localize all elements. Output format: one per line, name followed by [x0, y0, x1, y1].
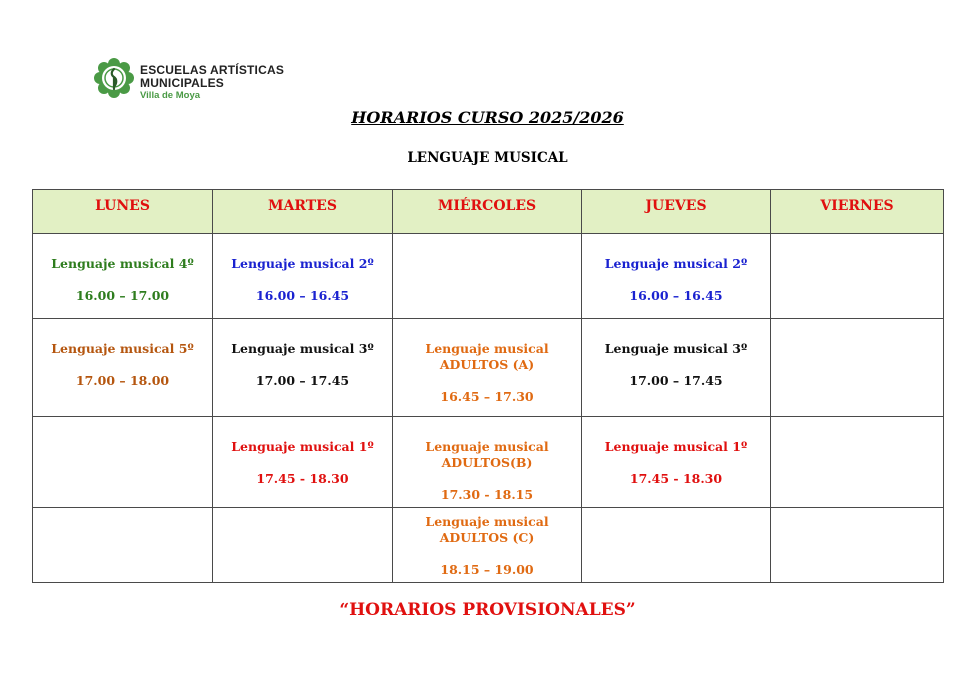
class-time: 17.00 – 18.00 — [75, 373, 170, 388]
schedule-cell — [393, 319, 582, 417]
class-time: 16.00 – 16.45 — [255, 288, 350, 303]
schedule-cell — [582, 234, 771, 319]
empty-cell — [771, 417, 944, 508]
schedule-cell — [33, 234, 213, 319]
class-name: Lenguaje musical 5º — [51, 341, 194, 356]
schedule-cell — [393, 417, 582, 508]
class-name: Lenguaje musical 3º — [604, 341, 748, 356]
empty-cell — [33, 508, 213, 583]
schedule-cell — [213, 319, 393, 417]
schedule-cell — [393, 508, 582, 583]
class-name: Lenguaje musical ADULTOS(B) — [425, 439, 549, 470]
day-header-miercoles: MIÉRCOLES — [393, 190, 582, 234]
empty-cell — [771, 234, 944, 319]
class-name: Lenguaje musical 4º — [51, 256, 194, 271]
class-time: 17.00 – 17.45 — [629, 373, 723, 388]
class-name: Lenguaje musical 2º — [231, 256, 374, 271]
empty-cell — [33, 417, 213, 508]
table-row — [33, 417, 944, 508]
schedule-cell — [213, 417, 393, 508]
empty-cell — [771, 508, 944, 583]
flower-emblem-icon — [92, 56, 136, 100]
empty-cell — [393, 234, 582, 319]
schedule-cell — [213, 234, 393, 319]
class-name: Lenguaje musical 1º — [231, 439, 374, 454]
table-row — [33, 234, 944, 319]
document-subtitle: LENGUAJE MUSICAL — [407, 150, 568, 166]
schedule-cell — [33, 319, 213, 417]
logo-line-3: Villa de Moya — [140, 90, 201, 101]
provisional-notice: “HORARIOS PROVISIONALES” — [339, 600, 636, 620]
class-time: 17.45 - 18.30 — [629, 471, 723, 486]
table-row — [33, 508, 944, 583]
class-time: 16.00 – 16.45 — [629, 288, 723, 303]
empty-cell — [213, 508, 393, 583]
empty-cell — [582, 508, 771, 583]
day-header-jueves: JUEVES — [582, 190, 771, 234]
logo-line-2: MUNICIPALES — [140, 76, 224, 90]
class-name: Lenguaje musical 2º — [604, 256, 748, 271]
day-header-viernes: VIERNES — [771, 190, 944, 234]
class-time: 17.30 - 18.15 — [440, 487, 534, 502]
school-logo — [92, 56, 292, 104]
class-name: Lenguaje musical 3º — [231, 341, 374, 356]
schedule-cell — [582, 319, 771, 417]
header-row — [33, 190, 944, 234]
day-header-martes: MARTES — [213, 190, 393, 234]
class-time: 17.45 - 18.30 — [256, 471, 349, 486]
class-name: Lenguaje musical 1º — [604, 439, 748, 454]
class-time: 16.00 – 17.00 — [75, 288, 170, 303]
logo-line-1: ESCUELAS ARTÍSTICAS — [140, 63, 285, 77]
schedule-cell — [582, 417, 771, 508]
class-name: Lenguaje musical ADULTOS (A) — [425, 341, 549, 372]
empty-cell — [771, 319, 944, 417]
class-time: 18.15 – 19.00 — [440, 562, 534, 577]
day-header-lunes: LUNES — [33, 190, 213, 234]
class-time: 16.45 – 17.30 — [440, 389, 534, 404]
table-row — [33, 319, 944, 417]
class-name: Lenguaje musical ADULTOS (C) — [425, 514, 549, 545]
document-title: HORARIOS CURSO 2025/2026 — [351, 108, 624, 127]
schedule-table — [32, 189, 944, 583]
class-time: 17.00 – 17.45 — [255, 373, 350, 388]
